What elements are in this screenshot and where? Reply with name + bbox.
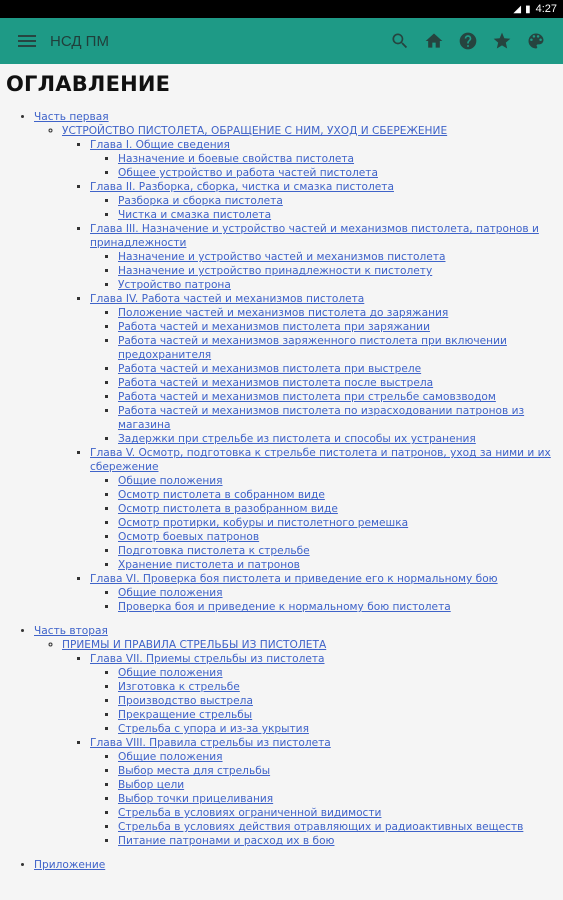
toc-part: [34, 110, 557, 614]
toc-part-link[interactable]: Часть первая: [34, 111, 109, 123]
toc-item: [118, 586, 557, 600]
toc-spacer: [34, 614, 557, 624]
content: [0, 64, 563, 872]
toc-item: [118, 600, 557, 614]
toc-item: [118, 750, 557, 764]
toc-item: [118, 306, 557, 320]
toc-item-link[interactable]: Общие положения: [118, 751, 223, 763]
toc-item-link[interactable]: Стрельба в условиях ограниченной видимости: [118, 807, 382, 819]
toc-item-link[interactable]: Выбор цели: [118, 779, 185, 791]
status-time: 4:27: [535, 3, 557, 15]
toc-item: [118, 334, 557, 362]
toc-item: [118, 166, 557, 180]
toc-item-link[interactable]: Общие положения: [118, 667, 223, 679]
toc-item-link[interactable]: Осмотр боевых патронов: [118, 531, 260, 543]
toc-item-link[interactable]: Стрельба в условиях действия отравляющих и радиоактивных веществ: [118, 821, 524, 833]
toc-item-link[interactable]: Подготовка пистолета к стрельбе: [118, 545, 310, 557]
status-bar: [0, 0, 563, 18]
toc-chapter-link[interactable]: Глава VII. Приемы стрельбы из пистолета: [90, 653, 325, 665]
toc-chapter-link[interactable]: Глава III. Назначение и устройство частей и механизмов пистолета, патронов и принадлежности: [90, 223, 539, 249]
toc-chapter: [90, 180, 557, 222]
toc-item-link[interactable]: Положение частей и механизмов пистолета до заряжания: [118, 307, 449, 319]
toc-item: [118, 694, 557, 708]
toc-item-link[interactable]: Работа частей и механизмов пистолета после выстрела: [118, 377, 434, 389]
toc-item: [118, 666, 557, 680]
toc-item: [118, 806, 557, 820]
toc-chapter: [90, 138, 557, 180]
toc-item: [118, 390, 557, 404]
toc-item-link[interactable]: Общие положения: [118, 587, 223, 599]
toc-item: [118, 558, 557, 572]
toc-chapter-link[interactable]: Глава VI. Проверка боя пистолета и приведение его к нормальному бою: [90, 573, 498, 585]
toc-item: [118, 530, 557, 544]
toc-item: [118, 376, 557, 390]
toc-item-link[interactable]: Общие положения: [118, 475, 223, 487]
toc-item: [118, 264, 557, 278]
toc-item: [118, 502, 557, 516]
toc-item-link[interactable]: Хранение пистолета и патронов: [118, 559, 300, 571]
toc-item: [118, 516, 557, 530]
toc-item: [118, 432, 557, 446]
home-icon[interactable]: [417, 24, 451, 58]
menu-icon[interactable]: [18, 32, 36, 50]
toc-section: [62, 124, 557, 614]
toc-item: [118, 152, 557, 166]
palette-icon[interactable]: [519, 24, 553, 58]
signal-icon: ◢: [513, 3, 522, 15]
toc-item: [118, 820, 557, 834]
toc-item-link[interactable]: Устройство патрона: [118, 279, 231, 291]
toc-item: [118, 194, 557, 208]
star-icon[interactable]: [485, 24, 519, 58]
toc-item: [118, 708, 557, 722]
toc-chapter-link[interactable]: Глава VIII. Правила стрельбы из пистолета: [90, 737, 331, 749]
toc-item-link[interactable]: Осмотр пистолета в собранном виде: [118, 489, 325, 501]
toc-part-link[interactable]: Приложение: [34, 859, 106, 871]
app-bar: [0, 18, 563, 64]
toc-item: [118, 404, 557, 432]
toc-item: [118, 680, 557, 694]
toc-item: [118, 722, 557, 736]
toc-item-link[interactable]: Стрельба с упора и из-за укрытия: [118, 723, 309, 735]
app-title: НСД ПМ: [50, 32, 109, 50]
toc-item-link[interactable]: Работа частей и механизмов заряженного пистолета при включении предохранителя: [118, 335, 507, 361]
toc-item-link[interactable]: Назначение и боевые свойства пистолета: [118, 153, 355, 165]
toc-item-link[interactable]: Работа частей и механизмов пистолета по израсходовании патронов из магазина: [118, 405, 525, 431]
toc-item: [118, 208, 557, 222]
toc-item-link[interactable]: Назначение и устройство частей и механизмов пистолета: [118, 251, 446, 263]
toc-item: [118, 792, 557, 806]
search-icon[interactable]: [383, 24, 417, 58]
toc-item-link[interactable]: Выбор места для стрельбы: [118, 765, 271, 777]
toc-part: [34, 858, 557, 872]
toc-chapter: [90, 736, 557, 848]
toc-item-link[interactable]: Работа частей и механизмов пистолета при выстреле: [118, 363, 422, 375]
toc-part: [34, 624, 557, 848]
toc-item-link[interactable]: Задержки при стрельбе из пистолета и способы их устранения: [118, 433, 476, 445]
help-icon[interactable]: [451, 24, 485, 58]
toc-item-link[interactable]: Разборка и сборка пистолета: [118, 195, 283, 207]
toc-item-link[interactable]: Выбор точки прицеливания: [118, 793, 274, 805]
toc-item-link[interactable]: Общее устройство и работа частей пистолета: [118, 167, 378, 179]
toc-item: [118, 250, 557, 264]
toc-item-link[interactable]: Изготовка к стрельбе: [118, 681, 240, 693]
toc-item: [118, 320, 557, 334]
toc-list: [6, 110, 557, 872]
toc-chapter: [90, 292, 557, 446]
battery-icon: ▮: [525, 3, 531, 15]
toc-item-link[interactable]: Проверка боя и приведение к нормальному бою пистолета: [118, 601, 451, 613]
toc-item-link[interactable]: Питание патронами и расход их в бою: [118, 835, 335, 847]
toc-item-link[interactable]: Работа частей и механизмов пистолета при стрельбе самовзводом: [118, 391, 496, 403]
page-title: ОГЛАВЛЕНИЕ: [6, 72, 171, 96]
toc-item: [118, 362, 557, 376]
toc-section-link[interactable]: ПРИЕМЫ И ПРАВИЛА СТРЕЛЬБЫ ИЗ ПИСТОЛЕТА: [62, 639, 327, 651]
toc-section-link[interactable]: УСТРОЙСТВО ПИСТОЛЕТА, ОБРАЩЕНИЕ С НИМ, УХОД И СБЕРЕЖЕНИЕ: [62, 125, 448, 137]
toc-item: [118, 544, 557, 558]
toc-item-link[interactable]: Осмотр пистолета в разобранном виде: [118, 503, 338, 515]
toc-chapter: [90, 572, 557, 614]
toc-item: [118, 764, 557, 778]
toc-chapter: [90, 222, 557, 292]
toc-part-link[interactable]: Часть вторая: [34, 625, 108, 637]
toc-item-link[interactable]: Прекращение стрельбы: [118, 709, 253, 721]
toc-item-link[interactable]: Чистка и смазка пистолета: [118, 209, 272, 221]
toc-chapter-link[interactable]: Глава II. Разборка, сборка, чистка и смазка пистолета: [90, 181, 394, 193]
toc-section: [62, 638, 557, 848]
toc-chapter: [90, 446, 557, 572]
toc-item: [118, 834, 557, 848]
toc-item-link[interactable]: Осмотр протирки, кобуры и пистолетного ремешка: [118, 517, 409, 529]
toc-chapter-link[interactable]: Глава V. Осмотр, подготовка к стрельбе пистолета и патронов, уход за ними и их сбережение: [90, 447, 551, 473]
toc-item: [118, 488, 557, 502]
toc-chapter-link[interactable]: Глава IV. Работа частей и механизмов пистолета: [90, 293, 365, 305]
toc-item: [118, 474, 557, 488]
toc-item: [118, 278, 557, 292]
toc-item-link[interactable]: Работа частей и механизмов пистолета при заряжании: [118, 321, 430, 333]
toc-chapter-link[interactable]: Глава I. Общие сведения: [90, 139, 230, 151]
toc-item-link[interactable]: Назначение и устройство принадлежности к пистолету: [118, 265, 433, 277]
toc-item: [118, 778, 557, 792]
toc-chapter: [90, 652, 557, 736]
toc-item-link[interactable]: Производство выстрела: [118, 695, 253, 707]
toc-spacer: [34, 848, 557, 858]
